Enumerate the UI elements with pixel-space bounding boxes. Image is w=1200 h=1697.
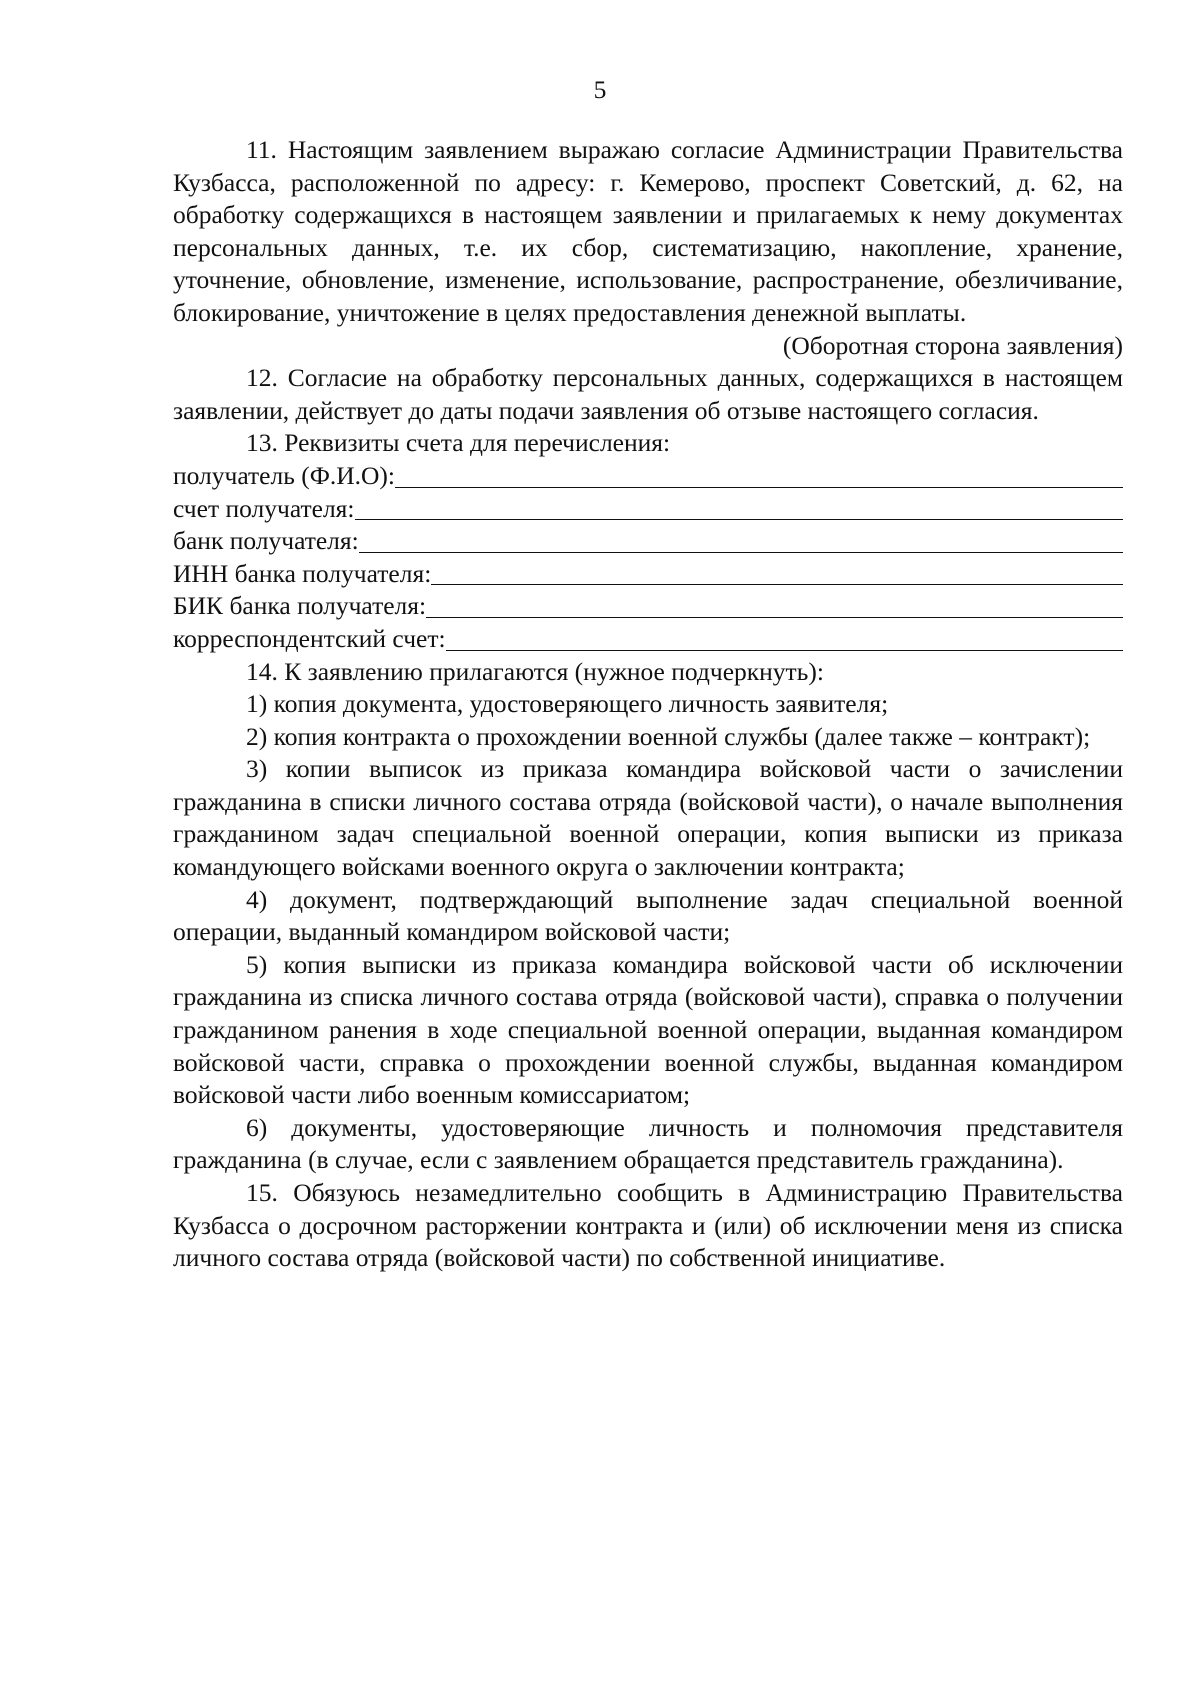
attachment-item-2: 2) копия контракта о прохождении военной службы (далее также – контракт); (246, 721, 1091, 751)
item-14-heading: 14. К заявлению прилагаются (нужное подчеркнуть): (246, 656, 824, 686)
field-bank-bik[interactable] (173, 590, 1123, 623)
attachment-item-5: 5) копия выписки из приказа командира войсковой части об исключении гражданина из списка личного состава отряда (войсковой части), справка о получении гражданином ранения в ходе специальной военной операции, выданная командиром войсковой части, справка о прохождении военной службы, выданная командиром войсковой части либо военным комиссариатом; (173, 949, 1123, 1110)
field-label: банк получателя: (173, 526, 359, 556)
paragraph-item-11: 11. Настоящим заявлением выражаю согласие Администрации Правительства Кузбасса, расположенной по адресу: г. Кемерово, проспект Советский, д. 62, на обработку содержащихся в настоящем заявлении и прилагаемых к нему документах персональных данных, т.е. их сбор, систематизацию, накопление, хранение, уточнение, обновление, изменение, использование, распространение, обезличивание, блокирование, уничтожение в целях предоставления денежной выплаты. (173, 135, 1123, 327)
field-recipient[interactable] (173, 460, 1123, 493)
page-number: 5 (593, 75, 607, 104)
item-13-heading: 13. Реквизиты счета для перечисления: (246, 428, 671, 458)
attachment-item-3: 3) копии выписок из приказа командира войсковой части о зачислении гражданина в списки личного состава отряда (войсковой части), о начале выполнения гражданином задач специальной военной операции, копия выписки из приказа командующего войсками военного округа о заключении контракта; (173, 754, 1123, 882)
blank-line[interactable] (395, 462, 1123, 488)
reverse-side-note: (Оборотная сторона заявления) (782, 330, 1123, 360)
field-label: ИНН банка получателя: (173, 558, 432, 588)
document-body (173, 134, 1123, 1275)
attachment-item-6: 6) документы, удостоверяющие личность и полномочия представителя гражданина (в случае, если с заявлением обращается представитель гражданина). (173, 1112, 1123, 1175)
blank-line[interactable] (446, 625, 1123, 651)
field-recipient-account[interactable] (173, 493, 1123, 526)
field-recipient-bank[interactable] (173, 525, 1123, 558)
attachment-item-1: 1) копия документа, удостоверяющего личность заявителя; (246, 689, 889, 719)
blank-line[interactable] (359, 527, 1123, 553)
field-bank-inn[interactable] (173, 558, 1123, 591)
field-label: получатель (Ф.И.О): (173, 460, 396, 490)
field-label: корреспондентский счет: (173, 623, 446, 653)
field-label: счет получателя: (173, 493, 355, 523)
paragraph-item-15: 15. Обязуюсь незамедлительно сообщить в Администрацию Правительства Кузбасса о досрочном расторжении контракта и (или) об исключении меня из списка личного состава отряда (войсковой части) по собственной инициативе. (173, 1178, 1123, 1273)
blank-line[interactable] (426, 592, 1123, 618)
attachment-item-4: 4) документ, подтверждающий выполнение задач специальной военной операции, выданный командиром войсковой части; (173, 884, 1123, 947)
paragraph-item-12: 12. Согласие на обработку персональных данных, содержащихся в настоящем заявлении, действует до даты подачи заявления об отзыве настоящего согласия. (173, 363, 1123, 425)
blank-line[interactable] (355, 494, 1124, 520)
field-label: БИК банка получателя: (173, 591, 427, 621)
field-correspondent-account[interactable] (173, 623, 1123, 656)
blank-line[interactable] (431, 559, 1123, 585)
